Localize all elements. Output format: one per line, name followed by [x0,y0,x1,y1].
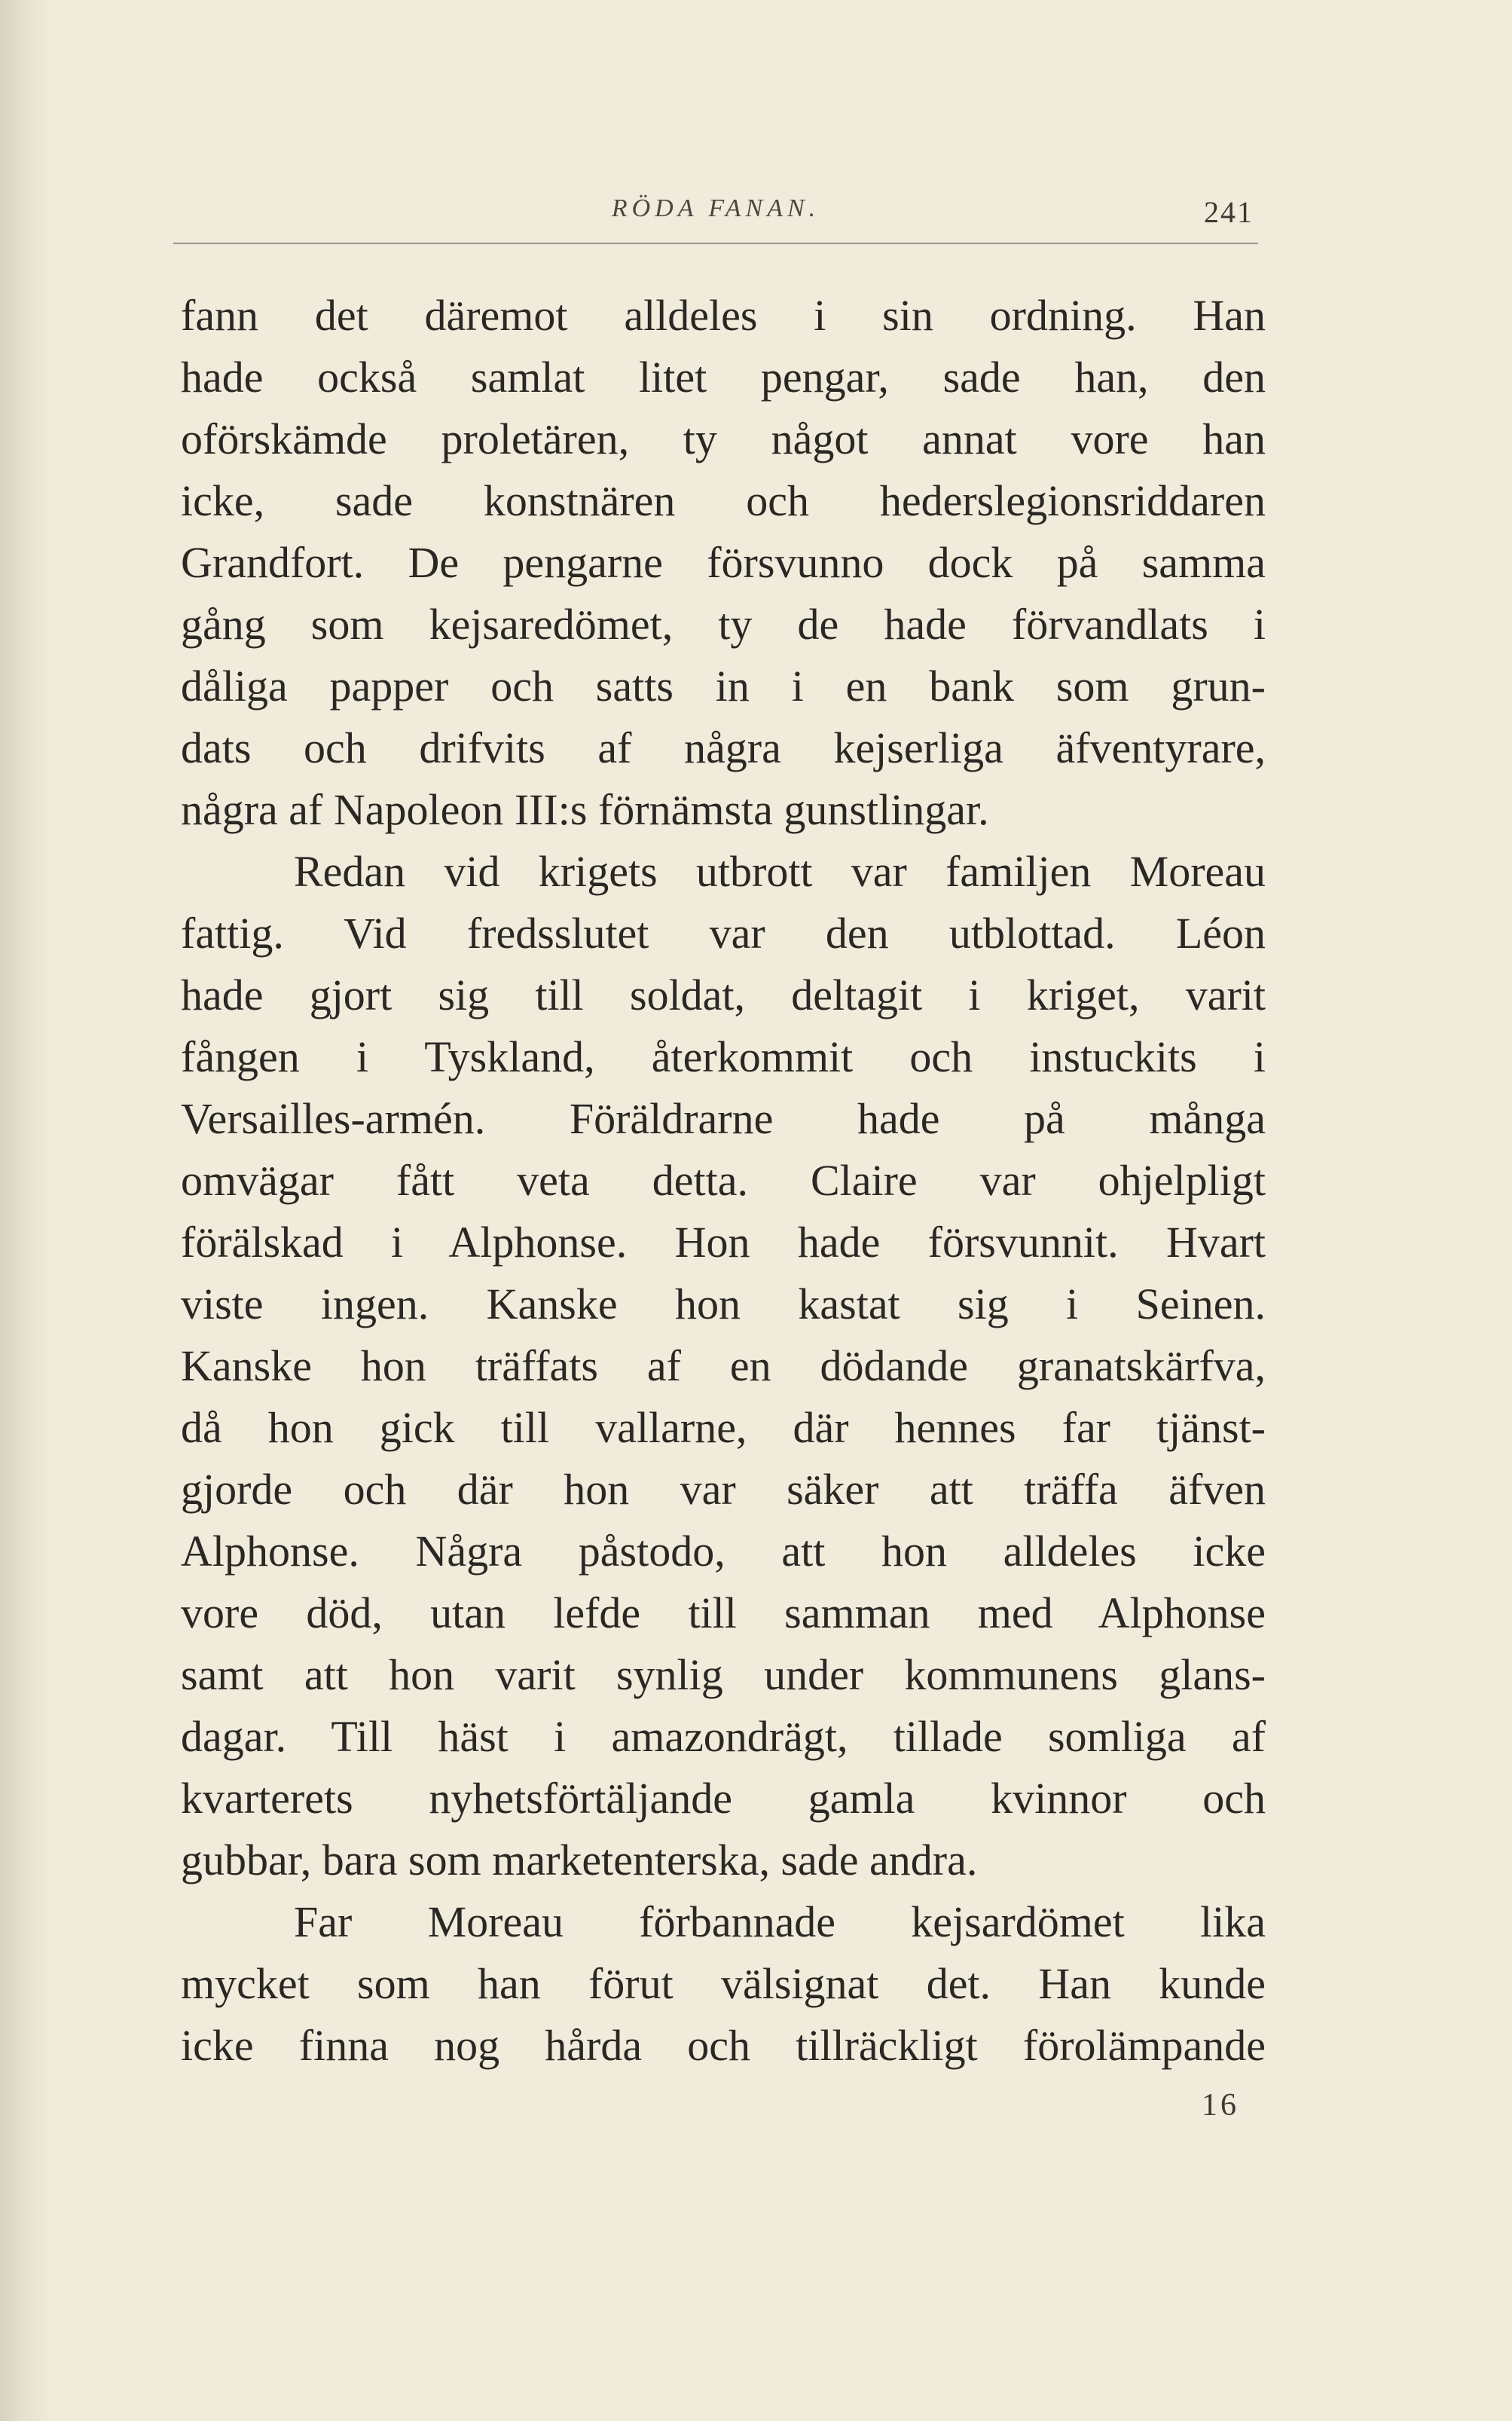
text-line: fattig. Vid fredsslutet var den utblottad. Léon [181,909,1266,958]
text-line: Versailles-armén. Föräldrarne hade på många [181,1094,1266,1143]
text-line: vore död, utan lefde till samman med Alphonse [181,1588,1266,1637]
text-line: Grandfort. De pengarne försvunno dock på samma [181,538,1266,587]
text-line: omvägar fått veta detta. Claire var ohjelpligt [181,1156,1266,1205]
header-rule [173,243,1258,244]
text-line: dats och drifvits af några kejserliga äfventyrare, [181,723,1266,772]
text-line: viste ingen. Kanske hon kastat sig i Seinen. [181,1279,1266,1328]
signature-mark: 16 [1202,2088,1239,2123]
text-line: Alphonse. Några påstodo, att hon alldeles icke [181,1527,1266,1576]
text-line: samt att hon varit synlig under kommunens glans- [181,1650,1266,1699]
text-line: gång som kejsaredömet, ty de hade förvandlats i [181,600,1266,649]
text-line: då hon gick till vallarne, där hennes far tjänst- [181,1403,1266,1452]
text-line: icke, sade konstnären och hederslegionsriddaren [181,476,1266,525]
running-head [173,194,1258,247]
text-line: Redan vid krigets utbrott var familjen Moreau [294,847,1266,896]
body-text [181,285,1266,2077]
text-line: mycket som han förut välsignat det. Han kunde [181,1959,1266,2008]
text-line: Kanske hon träffats af en dödande granatskärfva, [181,1341,1266,1390]
running-title: RÖDA FANAN. [611,194,820,222]
text-line: fann det däremot alldeles i sin ordning. Han [181,291,1266,340]
text-line: Far Moreau förbannade kejsardömet lika [294,1897,1266,1946]
text-line: gjorde och där hon var säker att träffa äfven [181,1465,1266,1514]
text-line: fången i Tyskland, återkommit och instuckits i [181,1032,1266,1081]
text-line: oförskämde proletären, ty något annat vore han [181,414,1266,463]
text-line: kvarterets nyhetsförtäljande gamla kvinnor och [181,1774,1266,1823]
page-number: 241 [1204,195,1254,229]
text-line: icke finna nog hårda och tillräckligt förolämpande [181,2021,1266,2070]
text-line: några af Napoleon III:s förnämsta gunstlingar. [181,785,989,834]
text-line: dagar. Till häst i amazondrägt, tillade somliga af [181,1712,1266,1761]
text-line: hade också samlat litet pengar, sade han, den [181,353,1266,402]
text-line: förälskad i Alphonse. Hon hade försvunnit. Hvart [181,1218,1266,1267]
text-line: dåliga papper och satts in i en bank som grun- [181,662,1266,711]
text-line: gubbar, bara som marketenterska, sade andra. [181,1836,978,1885]
page-binding-edge [0,0,53,2421]
text-line: hade gjort sig till soldat, deltagit i kriget, varit [181,971,1266,1019]
